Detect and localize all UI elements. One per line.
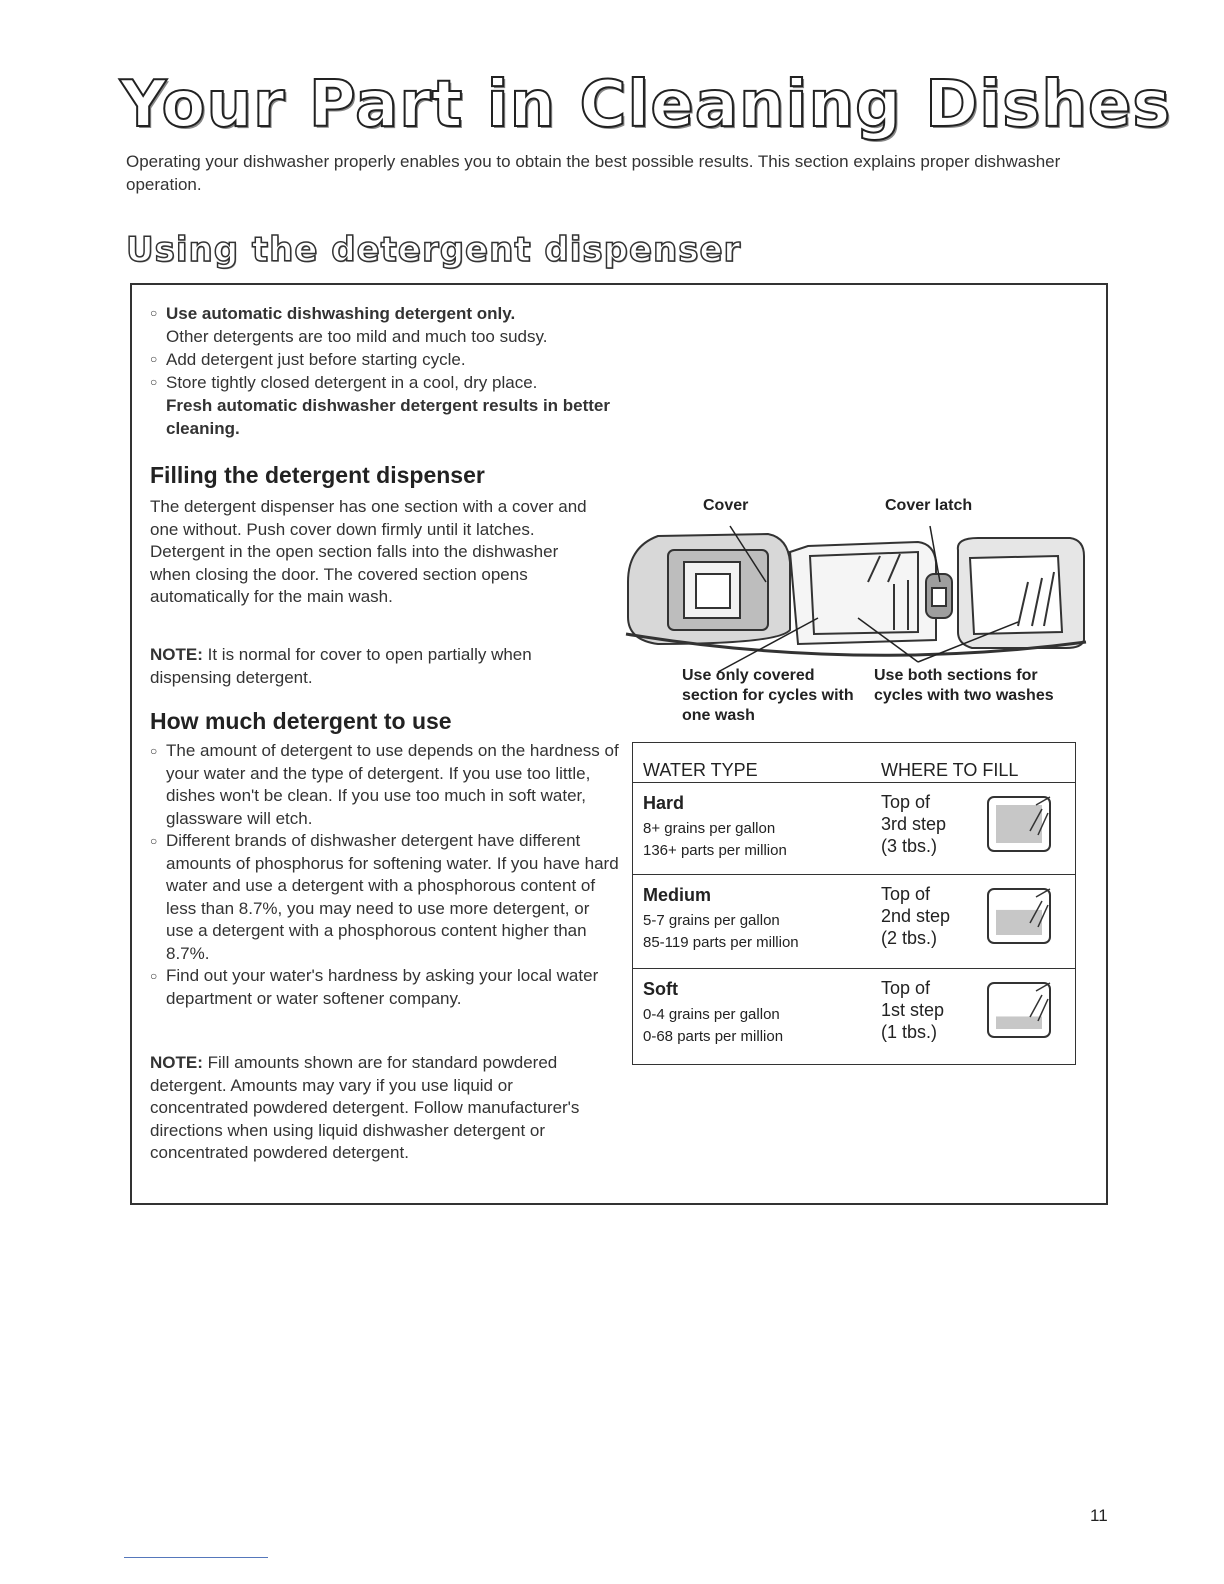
grains-text: 8+ grains per gallon (643, 820, 776, 837)
note-text: Fill amounts shown are for standard powdered detergent. Amounts may vary if you use liquid or concentrated powdered detergent. Follow manufacturer's directions when using liquid dishwasher detergent or concentrated powdered detergent. (150, 1053, 580, 1162)
bullet-item (150, 740, 620, 830)
fill-location (881, 977, 944, 1043)
fill-line-1: Top of (881, 792, 931, 812)
grains-text: 5-7 grains per gallon (643, 912, 780, 929)
intro-paragraph: Operating your dishwasher properly enables you to obtain the best possible results. This section explains proper dishwasher operation. (126, 152, 1061, 194)
usage-bullet-list (150, 302, 630, 440)
bullet-text: Different brands of dishwasher detergent have different amounts of phosphorus for softening water. If you have hard water and use a detergent with a phosphorous content of less than 8.7%, you may need to use more detergent, or use a detergent with a phosphorous content higher than 8.7%. (166, 831, 619, 963)
ppm-text: 0-68 parts per million (643, 1028, 784, 1045)
note-label: NOTE: (150, 1053, 203, 1072)
both-sections-label: Use both sections for cycles with two washes (874, 667, 1054, 704)
bullet-item (150, 348, 630, 371)
cover-latch-label: Cover latch (885, 497, 973, 514)
bullet-icon: ○ (150, 306, 158, 320)
bullet-item (150, 830, 620, 965)
bullet-icon: ○ (150, 375, 158, 389)
fill-line-3: (1 tbs.) (881, 1022, 938, 1042)
dispenser-fill-icon (984, 791, 1056, 855)
bullet-item (150, 965, 620, 1010)
how-much-heading: How much detergent to use (150, 708, 452, 734)
fill-line-1: Top of (881, 884, 931, 904)
water-type-name: Medium (643, 885, 712, 905)
bullet-text: The amount of detergent to use depends on the hardness of your water and the type of detergent. If you use too little, dishes won't be clean. If you use too much in soft water, glassware will etch. (166, 741, 619, 828)
covered-section-label: Use only covered section for cycles with one wash (682, 667, 854, 724)
cover-label: Cover (703, 497, 749, 514)
fill-location (881, 883, 950, 949)
fill-line-3: (2 tbs.) (881, 928, 938, 948)
bullet-item (150, 302, 630, 348)
grains-text: 0-4 grains per gallon (643, 1006, 780, 1023)
how-much-bullet-list (150, 740, 620, 1010)
section-title: Using the detergent dispenser (126, 230, 742, 270)
where-to-fill-header: WHERE TO FILL (881, 760, 1019, 780)
fill-line-2: 1st step (881, 1000, 945, 1020)
filling-note (150, 644, 550, 689)
bullet-icon: ○ (150, 352, 158, 366)
page-number: 11 (1090, 1506, 1108, 1525)
table-row (632, 782, 1076, 875)
fill-line-3: (3 tbs.) (881, 836, 938, 856)
page-title: Your Part in Cleaning Dishes (120, 68, 1172, 142)
how-much-note (150, 1052, 590, 1165)
bullet-text: Add detergent just before starting cycle. (166, 350, 466, 369)
ppm-text: 136+ parts per million (643, 842, 787, 859)
water-type-name: Hard (643, 793, 685, 813)
bullet-icon: ○ (150, 834, 158, 848)
fill-line-1: Top of (881, 978, 931, 998)
bullet-bold-text: Fresh automatic dishwasher detergent results in better cleaning. (166, 396, 611, 438)
bullet-text: Store tightly closed detergent in a cool, dry place. (166, 373, 538, 392)
footer-rule (124, 1557, 268, 1558)
dispenser-fill-icon (984, 977, 1056, 1041)
bullet-bold-text: Use automatic dishwashing detergent only. (166, 304, 516, 323)
filling-paragraph: The detergent dispenser has one section with a cover and one without. Push cover down firmly until it latches. Detergent in the open section falls into the dishwasher when closing the door. The covered section opens automatically for the main wash. (150, 497, 587, 606)
note-text: It is normal for cover to open partially when dispensing detergent. (150, 645, 532, 687)
filling-heading: Filling the detergent dispenser (150, 462, 485, 488)
fill-line-2: 2nd step (881, 906, 951, 926)
fill-location (881, 791, 946, 857)
detergent-level (996, 1016, 1042, 1029)
water-type-name: Soft (643, 979, 678, 999)
bullet-icon: ○ (150, 744, 158, 758)
note-label: NOTE: (150, 645, 203, 664)
dispenser-fill-icon (984, 883, 1056, 947)
water-type-header: WATER TYPE (643, 760, 758, 780)
bullet-text: Other detergents are too mild and much too sudsy. (166, 327, 548, 346)
table-row (632, 874, 1076, 969)
fill-line-2: 3rd step (881, 814, 947, 834)
detergent-level (996, 805, 1042, 843)
bullet-icon: ○ (150, 969, 158, 983)
ppm-text: 85-119 parts per million (643, 934, 799, 951)
bullet-item (150, 371, 630, 440)
bullet-text: Find out your water's hardness by asking your local water department or water softener company. (166, 966, 599, 1008)
dispenser-diagram (618, 522, 1088, 672)
table-row (632, 968, 1076, 1066)
